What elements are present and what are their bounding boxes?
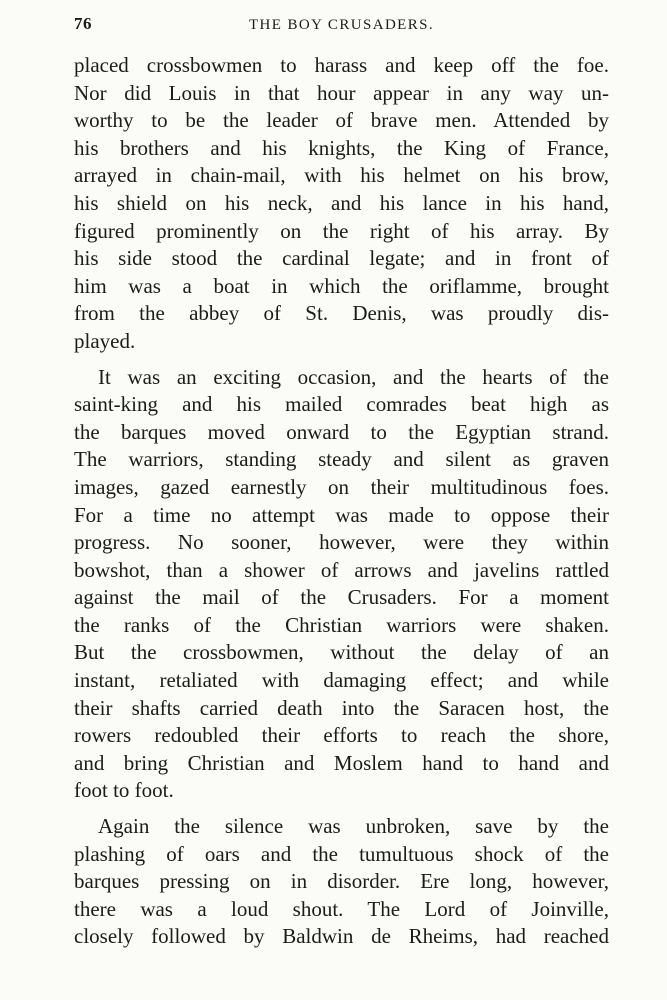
paragraph [74, 813, 609, 951]
text-line: instant, retaliated with damaging effect; and while [74, 668, 609, 693]
text-line: foot to foot. [74, 778, 174, 803]
text-line: the barques moved onward to the Egyptian strand. [74, 419, 609, 444]
text-line: closely followed by Baldwin de Rheims, had reached [74, 924, 609, 949]
text-line: against the mail of the Crusaders. For a moment [74, 585, 609, 610]
text-line: Nor did Louis in that hour appear in any way un- [74, 80, 609, 105]
paragraph [74, 364, 609, 806]
text-line: his shield on his neck, and his lance in his hand, [74, 190, 609, 215]
text-line: the ranks of the Christian warriors were shaken. [74, 612, 609, 637]
text-line: figured prominently on the right of his array. By [74, 218, 609, 243]
text-line: bowshot, than a shower of arrows and javelins rattled [74, 557, 609, 582]
page-number: 76 [74, 14, 92, 33]
text-line: Again the silence was unbroken, save by the [98, 814, 609, 839]
text-line: progress. No sooner, however, were they within [74, 530, 609, 555]
text-line: rowers redoubled their efforts to reach the shore, [74, 723, 609, 748]
text-line: played. [74, 328, 136, 353]
text-line: his side stood the cardinal legate; and in front of [74, 246, 609, 271]
text-line: worthy to be the leader of brave men. Attended by [74, 108, 609, 133]
text-line: For a time no attempt was made to oppose their [74, 502, 609, 527]
text-line: him was a boat in which the oriflamme, brought [74, 273, 609, 298]
text-line: their shafts carried death into the Saracen host, the [74, 695, 609, 720]
text-line: barques pressing on in disorder. Ere long, however, [74, 869, 609, 894]
paragraph [74, 52, 609, 356]
text-line: from the abbey of St. Denis, was proudly dis- [74, 301, 609, 326]
running-head: THE BOY CRUSADERS. [248, 17, 435, 33]
page-header [74, 14, 609, 44]
text-line: The warriors, standing steady and silent as graven [74, 447, 609, 472]
text-line: his brothers and his knights, the King of France, [74, 135, 609, 160]
text-line: But the crossbowmen, without the delay of an [74, 640, 609, 665]
text-line: placed crossbowmen to harass and keep off the foe. [74, 53, 609, 77]
text-line: saint-king and his mailed comrades beat high as [74, 392, 609, 417]
text-line: images, gazed earnestly on their multitudinous foes. [74, 474, 609, 499]
text-line: arrayed in chain-mail, with his helmet on his brow, [74, 163, 609, 188]
text-line: plashing of oars and the tumultuous shock of the [74, 841, 609, 866]
text-line: and bring Christian and Moslem hand to hand and [74, 750, 609, 775]
body-text [74, 52, 609, 951]
text-line: there was a loud shout. The Lord of Joinville, [74, 896, 609, 921]
text-line: It was an exciting occasion, and the hearts of the [98, 364, 609, 389]
